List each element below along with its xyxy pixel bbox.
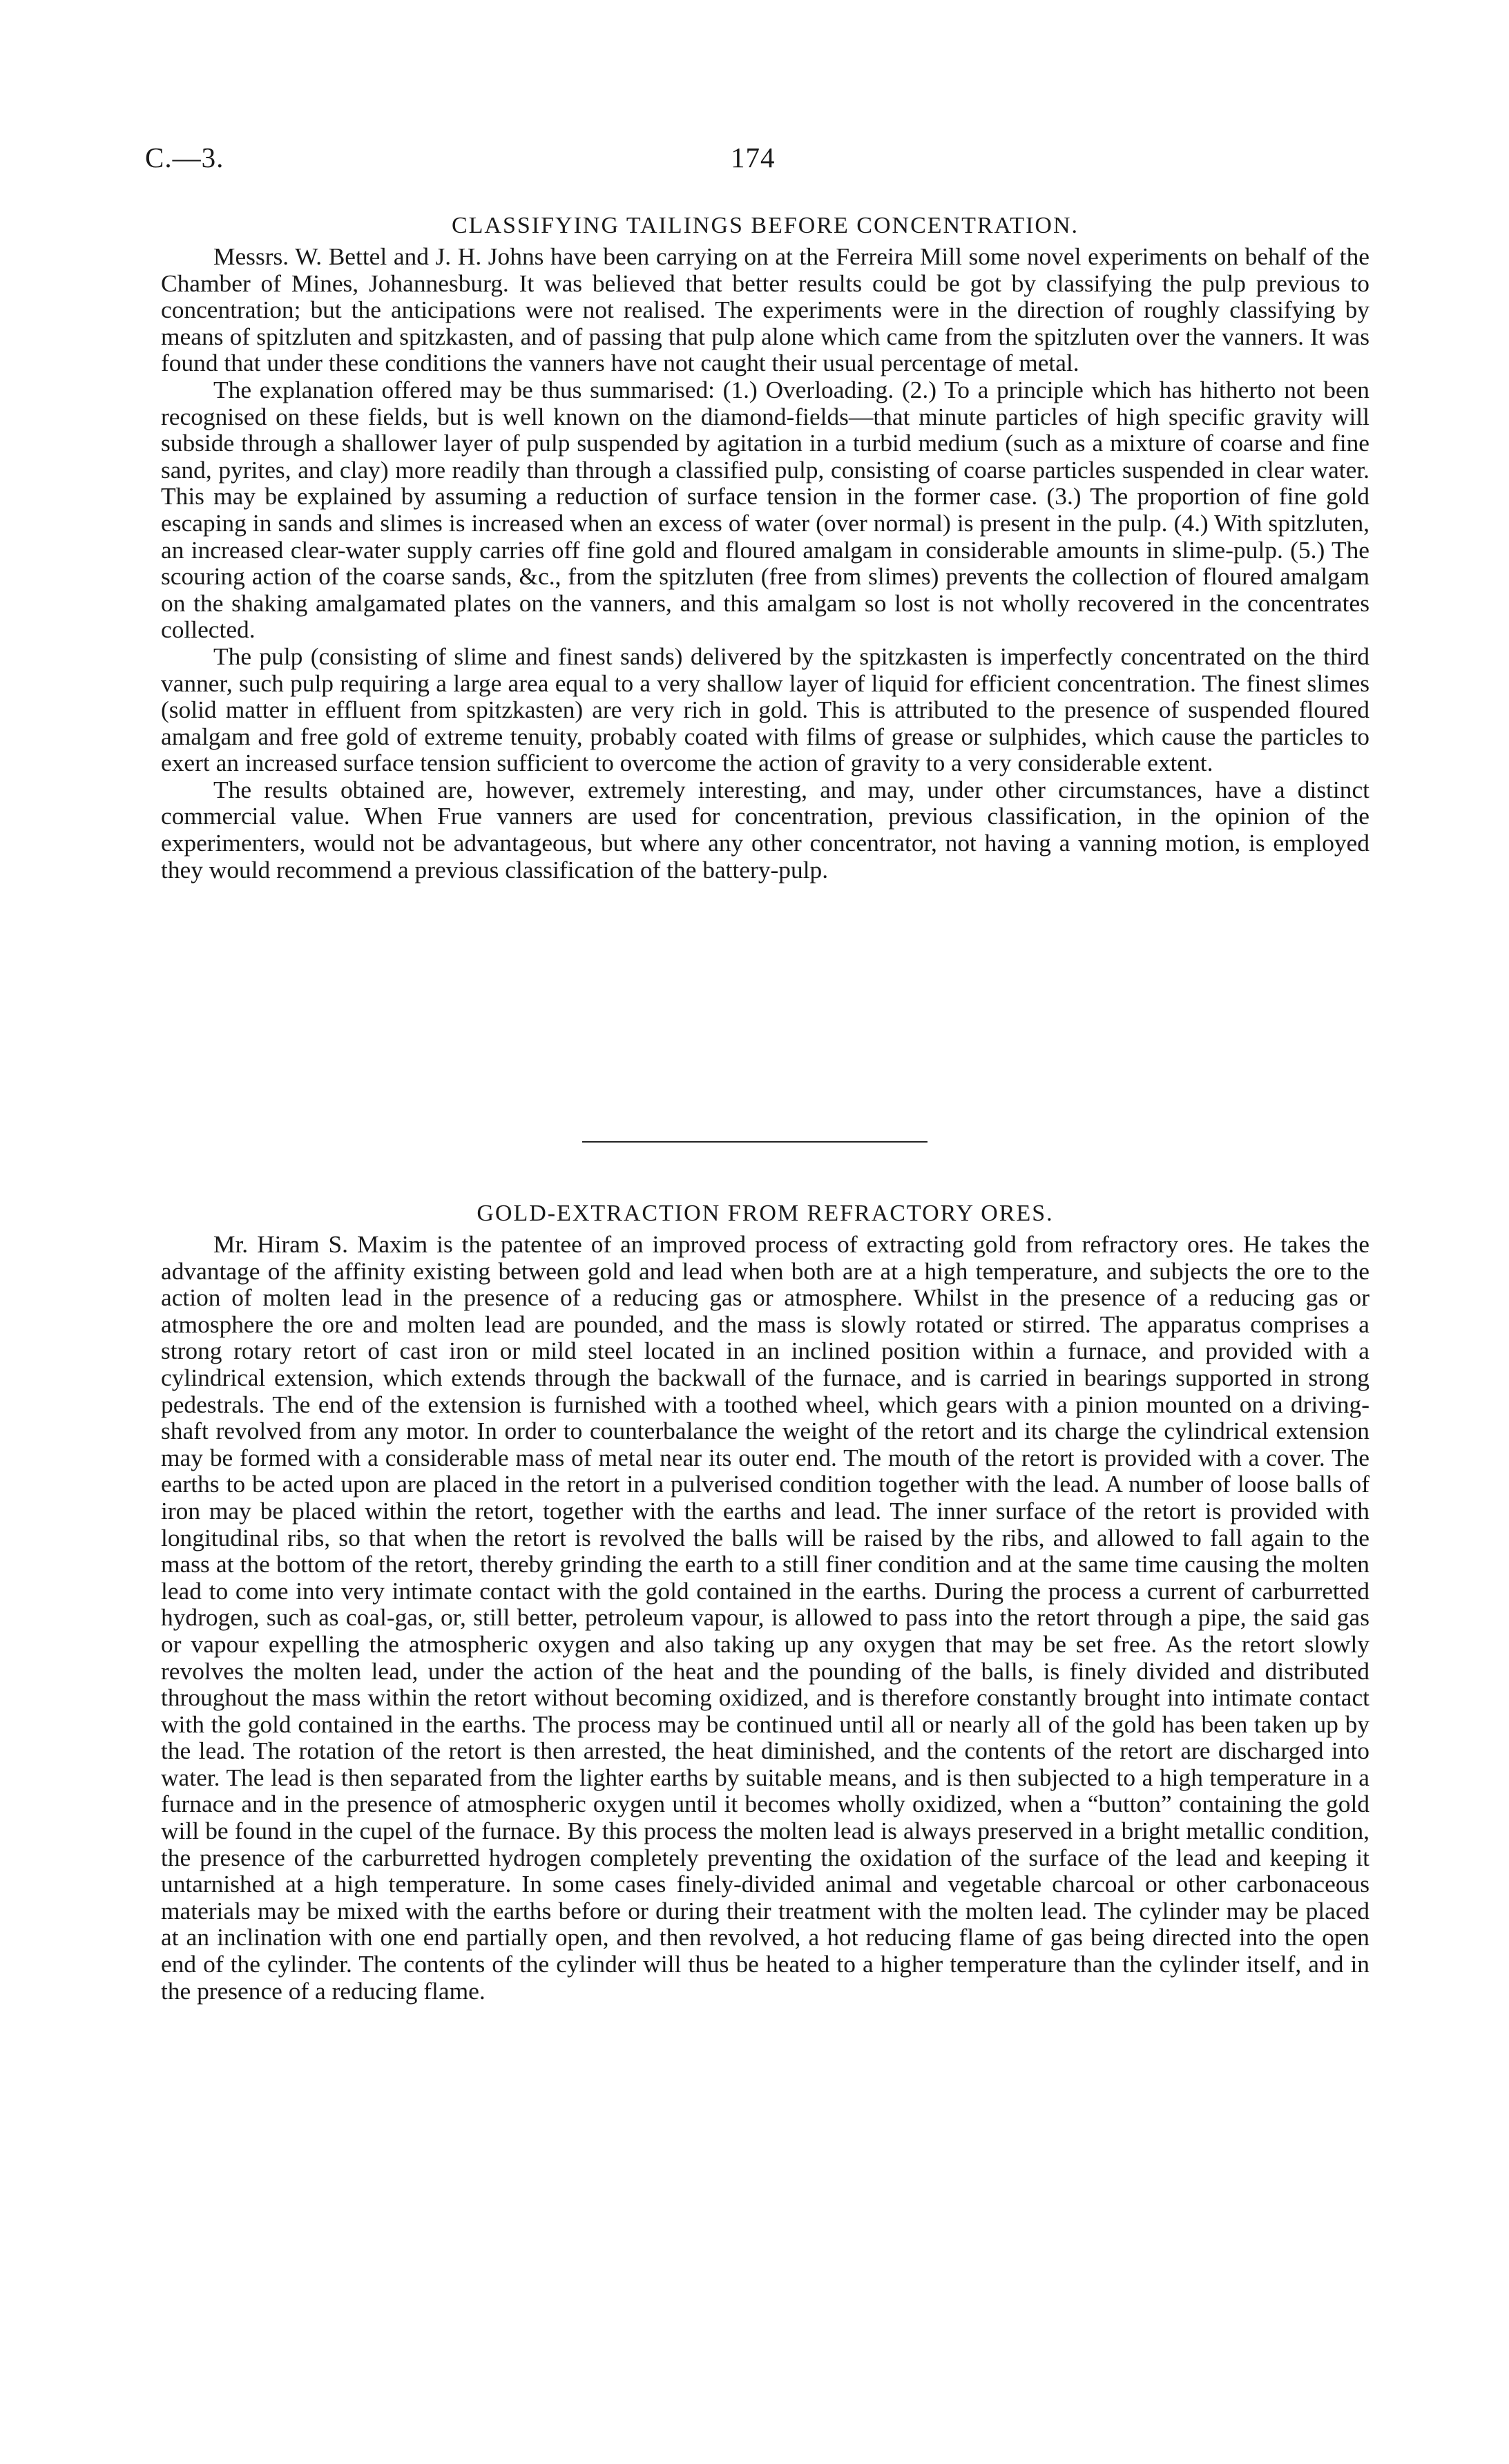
paragraph: The pulp (consisting of slime and finest sands) delivered by the spitzkasten is imperfectly concentrated on the third vanner, such pulp requiring a large area equal to a very shallow layer of liquid for efficient concentration. The finest slimes (solid matter in effluent from spitzkasten) are very rich in gold. This is attributed to the presence of suspended floured amalgam and free gold of extreme tenuity, probably coated with films of grease or sulphides, which cause the particles to exert an increased surface tension sufficient to overcome the action of gravity to a very considerable extent. [161,642,1369,777]
section-divider [582,1141,927,1143]
page-number: 174 [731,142,776,173]
paragraph: The results obtained are, however, extremely interesting, and may, under other circumstances, have a distinct commercial value. When Frue vanners are used for concentration, previous classification, in the opinion of the experimenters, would not be advantageous, but where any other concentrator, not having a vanning motion, is employed they would recommend a previous classification of the battery-pulp. [161,775,1369,884]
section-title: CLASSIFYING TAILINGS BEFORE CONCENTRATION. [451,213,1079,238]
section-title: GOLD-EXTRACTION FROM REFRACTORY ORES. [477,1201,1054,1226]
paragraph: Mr. Hiram S. Maxim is the patentee of an improved process of extracting gold from refractory ores. He takes the advantage of the affinity existing between gold and lead when both are at a high temperature, and subjects the ore to the action of molten lead in the presence of a reducing gas or atmosphere. Whilst in the presence of a reducing gas or atmosphere the ore and molten lead are pounded, and the mass is slowly rotated or stirred. The apparatus comprises a strong rotary retort of cast iron or mild steel located in an inclined position within a furnace, and provided with a cylindrical extension, which extends through the backwall of the furnace, and is carried in bearings supported in strong pedestrals. The end of the extension is furnished with a toothed wheel, which gears with a pinion mounted on a driving-shaft revolved from any motor. In order to counterbalance the weight of the retort and its charge the cylindrical extension may be formed with a considerable mass of metal near its outer end. The mouth of the retort is provided with a cover. The earths to be acted upon are placed in the retort in a pulverised condition together with the lead. A number of loose balls of iron may be placed within the retort, together with the earths and lead. The inner surface of the retort is provided with longitudinal ribs, so that when the retort is revolved the balls will be raised by the ribs, and allowed to fall again to the mass at the bottom of the retort, thereby grinding the earth to a still finer condition and at the same time causing the molten lead to come into very intimate contact with the gold contained in the earths. During the process a current of carburretted hydrogen, such as coal-gas, or, still better, petroleum vapour, is allowed to pass into the retort through a pipe, the said gas or vapour expelling the atmospheric oxygen and also taking up any oxygen that may be set free. As the retort slowly revolves the molten lead, under the action of the heat and the pounding of the balls, is finely divided and distributed throughout the mass within the retort without becoming oxidized, and is therefore constantly brought into intimate contact with the gold contained in the earths. The process may be continued until all or nearly all of the gold has been taken up by the lead. The rotation of the retort is then arrested, the heat diminished, and the contents of the retort are discharged into water. The lead is then separated from the lighter earths by suitable means, and is then subjected to a high temperature in a furnace and in the presence of atmospheric oxygen until it becomes wholly oxidized, when a “button” containing the gold will be found in the cupel of the furnace. By this process the molten lead is always preserved in a bright metallic condition, the presence of the carburretted hydrogen completely preventing the oxidation of the surface of the lead and keeping it untarnished at a high temperature. In some cases finely-divided animal and vegetable charcoal or other carbonaceous materials may be mixed with the earths before or during their treatment with the molten lead. The cylinder may be placed at an inclination with one end partially open, and then revolved, a hot reducing flame of gas being directed into the open end of the cylinder. The contents of the cylinder will thus be heated to a higher temperature than the cylinder itself, and in the presence of a reducing flame. [161,1230,1369,2005]
paragraph: The explanation offered may be thus summarised: (1.) Overloading. (2.) To a principle which has hitherto not been recognised on these fields, but is well known on the diamond-fields—that minute particles of high specific gravity will subside through a shallower layer of pulp suspended by agitation in a turbid medium (such as a mixture of coarse and fine sand, pyrites, and clay) more readily than through a classified pulp, consisting of coarse particles suspended in clear water. This may be explained by assuming a reduction of surface tension in the former case. (3.) The proportion of fine gold escaping in sands and slimes is increased when an excess of water (over normal) is present in the pulp. (4.) With spitzluten, an increased clear-water supply carries off fine gold and floured amalgam in considerable amounts in slime-pulp. (5.) The scouring action of the coarse sands, &c., from the spitzluten (free from slimes) prevents the collection of floured amalgam on the shaking amalgamated plates on the vanners, and this amalgam so lost is not wholly recovered in the concentrates collected. [161,375,1369,644]
document-reference: C.—3. [145,142,224,173]
paragraph: Messrs. W. Bettel and J. H. Johns have been carrying on at the Ferreira Mill some novel experiments on behalf of the Chamber of Mines, Johannesburg. It was believed that better results could be got by classifying the pulp previous to concentration; but the anticipations were not realised. The experiments were in the direction of roughly classifying by means of spitzluten and spitzkasten, and of passing that pulp alone which came from the spitzluten over the vanners. It was found that under these conditions the vanners have not caught their usual percentage of metal. [161,242,1369,377]
section-classifying-tailings [161,213,1369,883]
section-gold-extraction [161,1201,1369,2004]
